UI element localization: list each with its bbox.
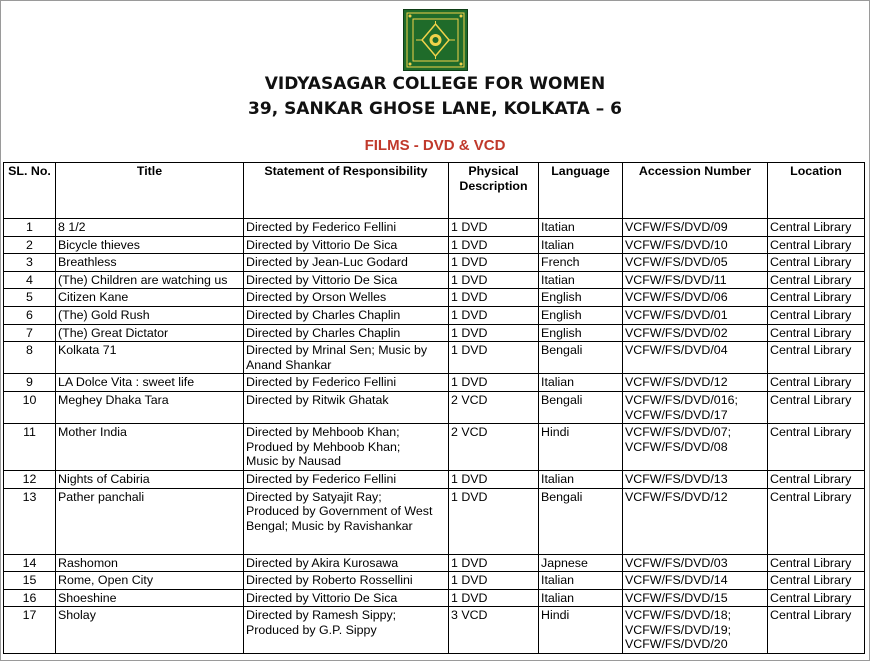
cell-language: English [539,289,623,307]
table-row [4,324,865,342]
cell-accession-line: VCFW/FS/DVD/02 [625,325,728,340]
cell-title: (The) Gold Rush [56,306,244,324]
cell-accession [623,254,768,272]
cell-responsibility [244,391,449,423]
cell-accession [623,554,768,572]
cell-sl: 3 [4,254,56,272]
cell-language: Italian [539,470,623,488]
cell-location: Central Library [768,589,865,607]
cell-responsibility [244,254,449,272]
cell-location: Central Library [768,271,865,289]
table-row [4,488,865,554]
cell-physical: 1 DVD [449,572,539,590]
cell-accession [623,219,768,237]
cell-accession-line: VCFW/FS/DVD/19; [625,622,732,637]
cell-physical: 1 DVD [449,470,539,488]
col-header-physical [449,163,539,219]
cell-location: Central Library [768,342,865,374]
cell-accession-line: VCFW/FS/DVD/11 [625,272,727,287]
col-header-location: Location [768,163,865,219]
cell-responsibility [244,572,449,590]
cell-accession-line: VCFW/FS/DVD/05 [625,255,728,270]
cell-responsibility-line: Directed by Ritwik Ghatak [246,392,389,407]
cell-title: Kolkata 71 [56,342,244,374]
cell-sl: 1 [4,219,56,237]
col-header-physical-label: Physical Description [459,164,528,193]
cell-sl: 8 [4,342,56,374]
cell-location: Central Library [768,488,865,554]
cell-location: Central Library [768,254,865,272]
cell-language: Italian [539,236,623,254]
cell-title: Shoeshine [56,589,244,607]
cell-physical: 1 DVD [449,306,539,324]
cell-location: Central Library [768,391,865,423]
cell-accession-line: VCFW/FS/DVD/17 [625,407,728,422]
cell-language: Italian [539,589,623,607]
cell-accession-line: VCFW/FS/DVD/15 [625,590,728,605]
cell-title: Mother India [56,424,244,471]
cell-location: Central Library [768,219,865,237]
cell-title: Breathless [56,254,244,272]
cell-responsibility-line: Directed by Mehboob Khan; [246,425,400,440]
cell-language: Japnese [539,554,623,572]
table-row [4,391,865,423]
cell-responsibility-line: Produced by G.P. Sippy [246,622,377,637]
cell-responsibility-line: Directed by Jean-Luc Godard [246,255,408,270]
col-header-responsibility: Statement of Responsibility [244,163,449,219]
cell-accession-line: VCFW/FS/DVD/09 [625,220,728,234]
cell-responsibility [244,470,449,488]
cell-title: LA Dolce Vita : sweet life [56,374,244,392]
cell-responsibility-line: Directed by Vittorio De Sica [246,272,398,287]
cell-responsibility-line: Directed by Roberto Rossellini [246,573,413,588]
cell-physical: 1 DVD [449,219,539,237]
cell-sl: 9 [4,374,56,392]
cell-location: Central Library [768,306,865,324]
cell-title: (The) Children are watching us [56,271,244,289]
cell-responsibility [244,607,449,654]
cell-responsibility-line: Produced by Government of West [246,504,433,519]
cell-language: French [539,254,623,272]
cell-language: Italian [539,374,623,392]
cell-title: 8 1/2 [56,219,244,237]
cell-accession-line: VCFW/FS/DVD/10 [625,237,728,252]
table-row [4,607,865,654]
cell-accession [623,289,768,307]
cell-sl: 16 [4,589,56,607]
table-row [4,219,865,237]
cell-language: Bengali [539,391,623,423]
cell-language: Itatian [539,271,623,289]
col-header-sl: SL. No. [4,163,56,219]
cell-responsibility [244,424,449,471]
cell-accession [623,391,768,423]
cell-physical: 1 DVD [449,254,539,272]
cell-sl: 14 [4,554,56,572]
cell-sl: 13 [4,488,56,554]
cell-responsibility-line: Directed by Orson Welles [246,290,387,305]
table-row [4,589,865,607]
cell-accession-line: VCFW/FS/DVD/016; [625,392,738,407]
cell-sl: 5 [4,289,56,307]
cell-location: Central Library [768,554,865,572]
cell-language: Bengali [539,488,623,554]
cell-accession [623,236,768,254]
cell-responsibility-line: Directed by Federico Fellini [246,375,397,390]
cell-responsibility-line: Directed by Vittorio De Sica [246,237,398,252]
cell-sl: 10 [4,391,56,423]
table-row [4,289,865,307]
cell-sl: 11 [4,424,56,471]
cell-sl: 17 [4,607,56,654]
table-row [4,572,865,590]
cell-responsibility-line: Directed by Vittorio De Sica [246,590,398,605]
cell-responsibility-line: Directed by Akira Kurosawa [246,555,399,570]
cell-accession-line: VCFW/FS/DVD/03 [625,555,728,570]
table-header-row [4,163,865,219]
cell-sl: 7 [4,324,56,342]
cell-responsibility-line: Directed by Ramesh Sippy; [246,608,397,623]
cell-physical: 2 VCD [449,424,539,471]
cell-location: Central Library [768,289,865,307]
cell-language: Itatian [539,219,623,237]
cell-title: Rome, Open City [56,572,244,590]
table-row [4,271,865,289]
cell-language: Hindi [539,424,623,471]
cell-location: Central Library [768,374,865,392]
col-header-title: Title [56,163,244,219]
cell-location: Central Library [768,607,865,654]
cell-title: Bicycle thieves [56,236,244,254]
cell-accession [623,607,768,654]
table-row [4,236,865,254]
cell-responsibility-line: Directed by Federico Fellini [246,471,397,486]
cell-physical: 1 DVD [449,324,539,342]
cell-physical: 1 DVD [449,374,539,392]
cell-physical: 1 DVD [449,271,539,289]
cell-physical: 1 DVD [449,554,539,572]
cell-physical: 2 VCD [449,391,539,423]
cell-accession [623,572,768,590]
cell-responsibility-line: Directed by Mrinal Sen; Music by [246,343,428,358]
cell-language: English [539,324,623,342]
cell-accession [623,324,768,342]
cell-language: Bengali [539,342,623,374]
cell-sl: 15 [4,572,56,590]
cell-responsibility-line: Directed by Satyajit Ray; [246,489,382,504]
table-row [4,470,865,488]
table-row [4,554,865,572]
cell-responsibility [244,271,449,289]
table-row [4,306,865,324]
table-row [4,424,865,471]
cell-physical: 1 DVD [449,342,539,374]
cell-responsibility [244,374,449,392]
college-address: 39, SANKAR GHOSE LANE, KOLKATA – 6 [248,99,622,119]
cell-responsibility [244,488,449,554]
cell-accession-line: VCFW/FS/DVD/18; [625,608,732,623]
cell-accession [623,342,768,374]
cell-accession [623,374,768,392]
cell-accession-line: VCFW/FS/DVD/01 [625,307,728,322]
cell-responsibility [244,236,449,254]
cell-accession [623,470,768,488]
cell-responsibility-line: Anand Shankar [246,357,332,372]
cell-physical: 1 DVD [449,289,539,307]
cell-accession-line: VCFW/FS/DVD/20 [625,637,728,652]
films-table [3,162,865,654]
cell-location: Central Library [768,236,865,254]
cell-sl: 12 [4,470,56,488]
college-name: VIDYASAGAR COLLEGE FOR WOMEN [264,74,606,94]
cell-location: Central Library [768,324,865,342]
cell-responsibility-line: Directed by Charles Chaplin [246,307,401,322]
cell-title: Citizen Kane [56,289,244,307]
cell-physical: 1 DVD [449,488,539,554]
cell-responsibility [244,306,449,324]
cell-title: Nights of Cabiria [56,470,244,488]
cell-accession-line: VCFW/FS/DVD/12 [625,375,728,390]
cell-language: Hindi [539,607,623,654]
cell-responsibility-line: Produed by Mehboob Khan; [246,439,401,454]
cell-accession-line: VCFW/FS/DVD/07; [625,425,732,440]
cell-accession [623,306,768,324]
cell-responsibility-line: Directed by Charles Chaplin [246,325,401,340]
cell-accession-line: VCFW/FS/DVD/06 [625,290,728,305]
cell-title: (The) Great Dictator [56,324,244,342]
cell-accession-line: VCFW/FS/DVD/14 [625,573,728,588]
col-header-language: Language [539,163,623,219]
cell-sl: 6 [4,306,56,324]
cell-title: Rashomon [56,554,244,572]
cell-physical: 1 DVD [449,236,539,254]
col-header-accession: Accession Number [623,163,768,219]
cell-responsibility [244,289,449,307]
table-row [4,374,865,392]
cell-responsibility [244,342,449,374]
cell-accession [623,488,768,554]
table-row [4,254,865,272]
cell-responsibility-line: Directed by Federico Fellini [246,220,397,234]
cell-accession [623,589,768,607]
cell-responsibility [244,554,449,572]
cell-accession-line: VCFW/FS/DVD/04 [625,343,728,358]
college-emblem-logo [403,9,468,71]
cell-physical: 3 VCD [449,607,539,654]
cell-language: English [539,306,623,324]
cell-location: Central Library [768,572,865,590]
cell-physical: 1 DVD [449,589,539,607]
cell-location: Central Library [768,470,865,488]
cell-responsibility [244,589,449,607]
cell-responsibility-line: Bengal; Music by Ravishankar [246,518,413,533]
cell-language: Italian [539,572,623,590]
cell-sl: 2 [4,236,56,254]
cell-location: Central Library [768,424,865,471]
cell-accession-line: VCFW/FS/DVD/08 [625,439,728,454]
cell-accession-line: VCFW/FS/DVD/12 [625,489,728,504]
cell-title: Meghey Dhaka Tara [56,391,244,423]
emblem-icon [404,10,467,70]
table-row [4,342,865,374]
cell-accession-line: VCFW/FS/DVD/13 [625,471,728,486]
cell-accession [623,424,768,471]
cell-responsibility-line: Music by Nausad [246,454,342,469]
list-subtitle: FILMS - DVD & VCD [364,137,506,154]
cell-responsibility [244,324,449,342]
cell-responsibility [244,219,449,237]
cell-title: Sholay [56,607,244,654]
cell-title: Pather panchali [56,488,244,554]
cell-sl: 4 [4,271,56,289]
cell-accession [623,271,768,289]
